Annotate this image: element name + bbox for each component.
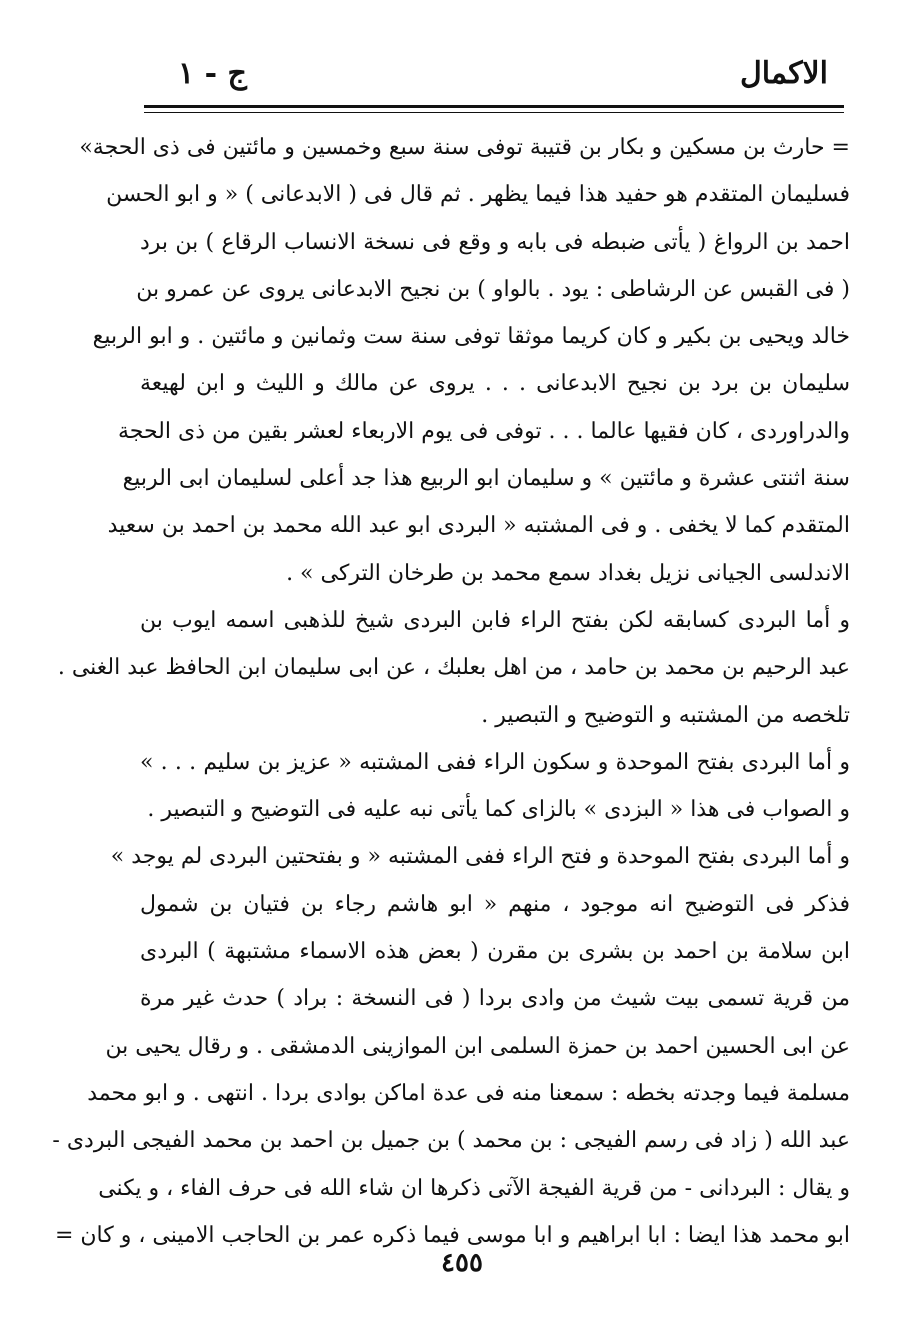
- running-title: الاكمال: [739, 56, 828, 91]
- text-line: ابو محمد هذا ايضا : ابا ابراهيم و ابا موسى فيما ذكره عمر بن الحاجب الامينى ، و كان =: [54, 1222, 850, 1248]
- text-line: سليمان بن برد بن نجيح الابدعانى . . . يروى عن مالك و الليث و ابن لهيعة: [140, 371, 850, 397]
- text-line: عبد الرحيم بن محمد بن حامد ، من اهل بعلبك ، عن ابى سليمان ابن الحافظ عبد الغنى .: [57, 655, 850, 681]
- text-line: و أما البردى بفتح الموحدة و فتح الراء ففى المشتبه « و بفتحتين البردى لم يوجد »: [110, 844, 850, 870]
- text-line: والدراوردى ، كان فقيها عالما . . . توفى فى يوم الاربعاء لعشر بقين من ذى الحجة: [117, 418, 850, 444]
- text-line: الاندلسى الجيانى نزيل بغداد سمع محمد بن طرخان التركى » .: [286, 560, 850, 586]
- text-line: من قرية تسمى بيت شيث من وادى بردا ( فى النسخة : براد ) حدث غير مرة: [140, 986, 850, 1012]
- text-line: و أما البردى كسابقه لكن بفتح الراء فابن البردى شيخ للذهبى اسمه ايوب بن: [140, 607, 850, 633]
- text-line: سنة اثنتى عشرة و مائتين » و سليمان ابو الربيع هذا جد أعلى لسليمان ابى الربيع: [122, 466, 850, 492]
- body-text: [52, 124, 850, 1259]
- text-line: احمد بن الرواغ ( يأتى ضبطه فى بابه و وقع فى نسخة الانساب الرقاع ) بن برد: [140, 229, 850, 255]
- text-line: تلخصه من المشتبه و التوضيح و التبصير .: [481, 702, 850, 728]
- text-line: فذكر فى التوضيح انه موجود ، منهم « ابو هاشم رجاء بن فتيان بن شمول: [140, 891, 850, 917]
- text-line: مسلمة فيما وجدته بخطه : سمعنا منه فى عدة اماكن بوادى بردا . انتهى . و ابو محمد: [87, 1080, 850, 1106]
- text-line: المتقدم كما لا يخفى . و فى المشتبه « البردى ابو عبد الله محمد بن احمد بن سعيد: [107, 513, 850, 539]
- header-rule-thick: [144, 105, 844, 108]
- page-number: ٤٥٥: [441, 1248, 483, 1278]
- volume-label: ج - ١: [178, 56, 247, 91]
- header-rule-thin: [144, 112, 844, 113]
- text-line: عن ابى الحسين احمد بن حمزة السلمى ابن الموازينى الدمشقى . و رقال يحيى بن: [105, 1033, 850, 1059]
- text-line: فسليمان المتقدم هو حفيد هذا فيما يظهر . ثم قال فى ( الابدعانى ) « و ابو الحسن: [106, 182, 850, 208]
- text-line: عبد الله ( زاد فى رسم الفيجى : بن محمد ) بن جميل بن احمد بن محمد الفيجى البردى -: [52, 1128, 850, 1154]
- text-line: خالد ويحيى بن بكير و كان كريما موثقا توفى سنة ست وثمانين و مائتين . و ابو الربيع: [92, 324, 850, 350]
- text-line: ابن سلامة بن احمد بن بشرى بن مقرن ( بعض هذه الاسماء مشتبهة ) البردى: [140, 939, 850, 965]
- text-line: و يقال : البردانى - من قرية الفيجة الآتى ذكرها ان شاء الله فى حرف الفاء ، و يكنى: [98, 1175, 850, 1201]
- text-line: و الصواب فى هذا « البزدى » بالزاى كما يأتى نبه عليه فى التوضيح و التبصير .: [147, 797, 850, 823]
- text-line: و أما البردى بفتح الموحدة و سكون الراء ففى المشتبه « عزيز بن سليم . . . »: [140, 749, 850, 775]
- text-line: ( فى القبس عن الرشاطى : يود . بالواو ) بن نجيح الابدعانى يروى عن عمرو بن: [136, 276, 850, 302]
- text-line: = حارث بن مسكين و بكار بن قتيبة توفى سنة سبع وخمسين و مائتين فى ذى الحجة»: [79, 135, 850, 160]
